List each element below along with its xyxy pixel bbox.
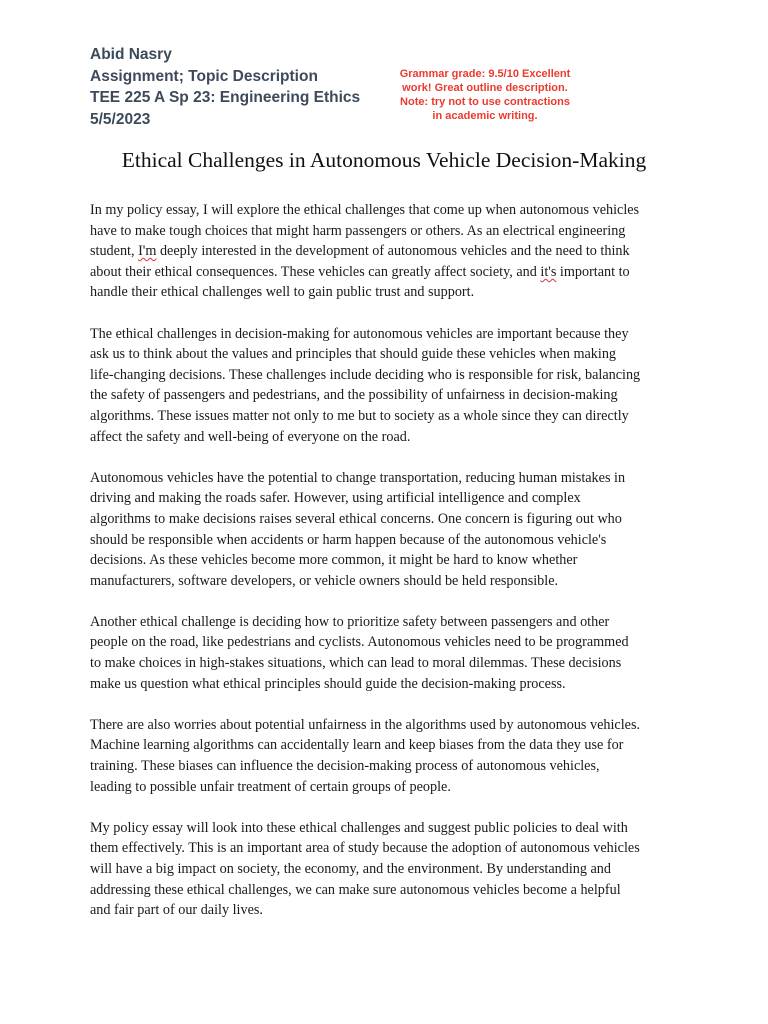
paragraph-line: My policy essay will look into these ethical challenges and suggest public policies to deal with	[90, 819, 628, 836]
paragraph-line: driving and making the roads safer. However, using artificial intelligence and complex	[90, 490, 581, 507]
paragraph-line: Machine learning algorithms can accidentally learn and keep biases from the data they use for	[90, 737, 624, 754]
essay-body	[90, 200, 690, 941]
paragraph-line: handle their ethical challenges well to gain public trust and support.	[90, 284, 475, 301]
paragraph-line: The ethical challenges in decision-making for autonomous vehicles are important because they	[90, 325, 629, 342]
paragraph-line: Autonomous vehicles have the potential to change transportation, reducing human mistakes in	[90, 469, 626, 486]
essay-paragraph	[90, 200, 690, 303]
essay-paragraph	[90, 468, 690, 592]
essay-paragraph	[90, 324, 690, 448]
paragraph-line: have to make tough choices that might harm passengers or others. As an electrical engineering	[90, 222, 626, 239]
essay-paragraph	[90, 612, 690, 694]
grade-comment-line: Grammar grade: 9.5/10 Excellent	[399, 68, 571, 80]
paragraph-line: algorithms to make decisions raises several ethical concerns. One concern is figuring out who	[90, 510, 622, 527]
paragraph-line: manufacturers, software developers, or vehicle owners should be held responsible.	[90, 572, 559, 589]
essay-paragraph	[90, 715, 690, 797]
paragraph-line: make us question what ethical principles should guide the decision-making process.	[90, 675, 566, 692]
paragraph-line: decisions. As these vehicles become more common, it might be hard to know whether	[90, 552, 578, 569]
paragraph-line: affect the safety and well-being of everyone on the road.	[90, 428, 411, 445]
paragraph-line: Another ethical challenge is deciding how to prioritize safety between passengers and other	[90, 613, 610, 630]
paragraph-line: In my policy essay, I will explore the ethical challenges that come up when autonomous vehicles	[90, 202, 640, 218]
grade-comment-line: in academic writing.	[432, 110, 538, 122]
grade-comment-line: Note: try not to use contractions	[400, 96, 570, 108]
spellcheck-flagged-word: I'm	[138, 243, 157, 260]
paragraph-line: about their ethical consequences. These vehicles can greatly affect society, and it's important to	[90, 263, 630, 280]
paragraph-line: will have a big impact on society, the economy, and the environment. By understanding and	[90, 861, 611, 877]
document-date: 5/5/2023	[90, 110, 151, 128]
paragraph-line: should be responsible when accidents or harm happen because of the autonomous vehicle's	[90, 531, 607, 548]
grade-comment-line: work! Great outline description.	[402, 82, 568, 94]
document-header	[90, 44, 360, 130]
author-name: Abid Nasry	[90, 46, 172, 63]
grade-comment	[380, 67, 590, 123]
paragraph-line: the safety of passengers and pedestrians, and the possibility of unfairness in decision-making	[90, 387, 618, 404]
paragraph-line: and fair part of our daily lives.	[90, 902, 263, 919]
assignment-label: Assignment; Topic Description	[90, 67, 318, 85]
paragraph-line: algorithms. These issues matter not only to me but to society as a whole since they can directly	[90, 407, 629, 424]
essay-title: Ethical Challenges in Autonomous Vehicle Decision-Making	[121, 148, 647, 172]
paragraph-line: them effectively. This is an important area of study because the adoption of autonomous vehicles	[90, 840, 640, 857]
paragraph-line: people on the road, like pedestrians and cyclists. Autonomous vehicles need to be programmed	[90, 634, 629, 651]
course-label: TEE 225 A Sp 23: Engineering Ethics	[90, 89, 361, 106]
paragraph-line: student, I'm deeply interested in the development of autonomous vehicles and the need to think	[90, 243, 630, 260]
paragraph-line: life-changing decisions. These challenges include deciding who is responsible for risk, balancing	[90, 366, 641, 383]
paragraph-line: training. These biases can influence the decision-making process of autonomous vehicles,	[90, 758, 600, 775]
paragraph-line: There are also worries about potential unfairness in the algorithms used by autonomous vehicles.	[90, 716, 641, 733]
paragraph-line: to make choices in high-stakes situations, which can lead to moral dilemmas. These decisions	[90, 655, 622, 672]
paragraph-line: ask us to think about the values and principles that should guide these vehicles when making	[90, 346, 617, 363]
essay-paragraph	[90, 818, 690, 921]
paragraph-line: leading to possible unfair treatment of certain groups of people.	[90, 778, 451, 795]
spellcheck-flagged-word: it's	[540, 263, 557, 280]
paragraph-line: addressing these ethical challenges, we can make sure autonomous vehicles become a helpful	[90, 881, 621, 898]
